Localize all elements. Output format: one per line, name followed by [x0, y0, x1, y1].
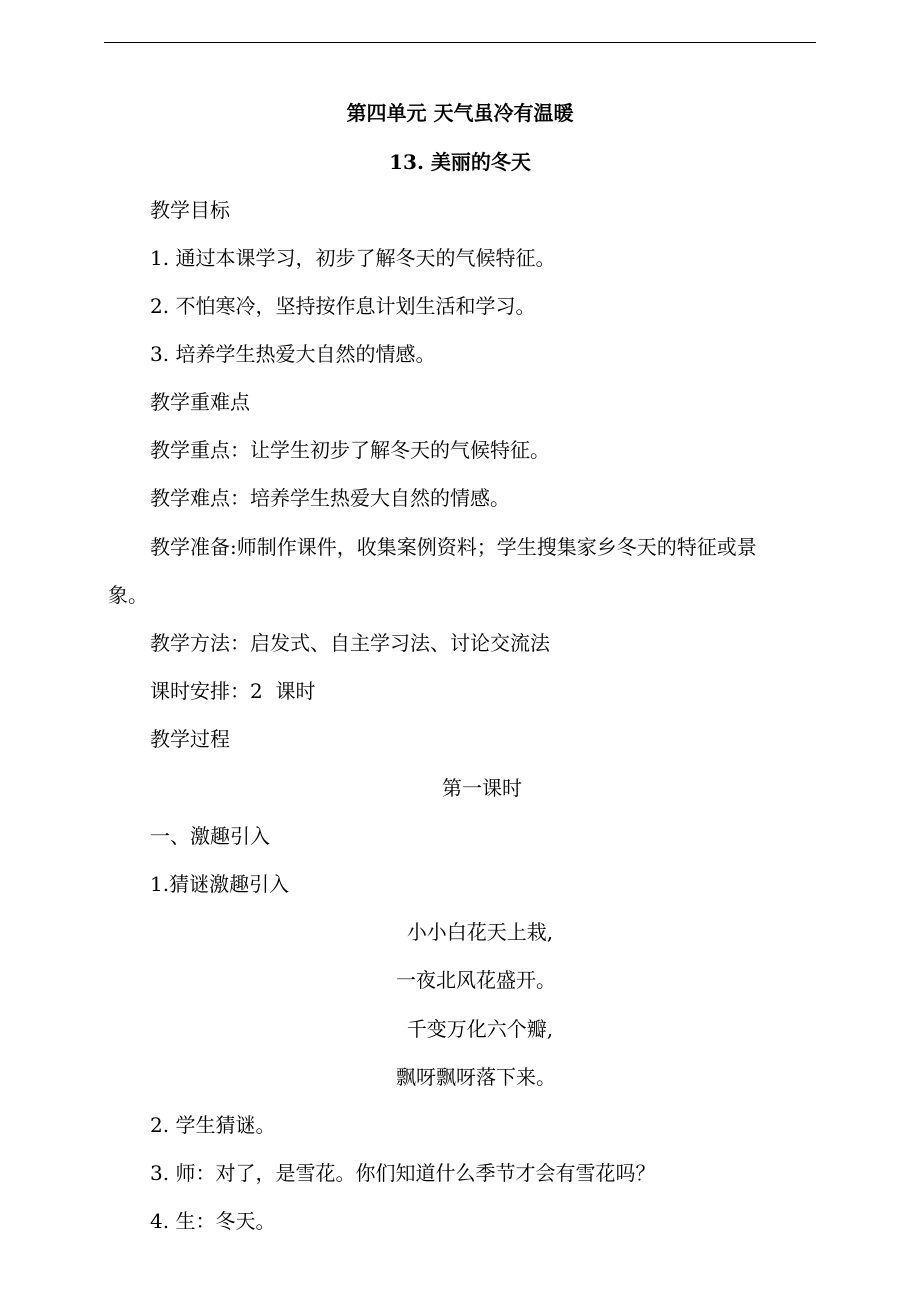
objective-item: 2. 不怕寒冷，坚持按作息计划生活和学习。: [150, 294, 536, 318]
header-rule: [104, 42, 816, 43]
teaching-methods: 教学方法：启发式、自主学习法、讨论交流法: [150, 631, 550, 655]
step-4: 4. 生：冬天。: [150, 1209, 276, 1233]
session-title: 第一课时: [442, 776, 522, 800]
key-point: 教学重点：让学生初步了解冬天的气候特征。: [150, 438, 550, 462]
objective-item: 3. 培养学生热爱大自然的情感。: [150, 342, 436, 366]
riddle-line: 一夜北风花盛开。: [396, 968, 556, 992]
schedule: 课时安排：2 课时: [150, 679, 316, 703]
objectives-heading: 教学目标: [150, 198, 230, 222]
step-3: 3. 师：对了，是雪花。你们知道什么季节才会有雪花吗？: [150, 1161, 656, 1185]
riddle-line: 小小白花天上栽,: [406, 920, 554, 944]
preparation-line-2: 象。: [108, 583, 148, 607]
step-1: 1.猜谜激趣引入: [150, 872, 290, 896]
lesson-title: 13. 美丽的冬天: [389, 150, 531, 174]
key-points-heading: 教学重难点: [150, 390, 250, 414]
objective-item: 1. 通过本课学习，初步了解冬天的气候特征。: [150, 246, 556, 270]
riddle-line: 飘呀飘呀落下来。: [396, 1065, 556, 1089]
difficult-point: 教学难点：培养学生热爱大自然的情感。: [150, 486, 510, 510]
riddle-line: 千变万化六个瓣,: [406, 1017, 554, 1041]
section-title: 一、激趣引入: [150, 824, 270, 848]
unit-title: 第四单元 天气虽冷有温暖: [346, 101, 574, 125]
step-2: 2. 学生猜谜。: [150, 1113, 276, 1137]
preparation-line-1: 教学准备:师制作课件，收集案例资料；学生搜集家乡冬天的特征或景: [150, 535, 757, 559]
process-heading: 教学过程: [150, 727, 230, 751]
